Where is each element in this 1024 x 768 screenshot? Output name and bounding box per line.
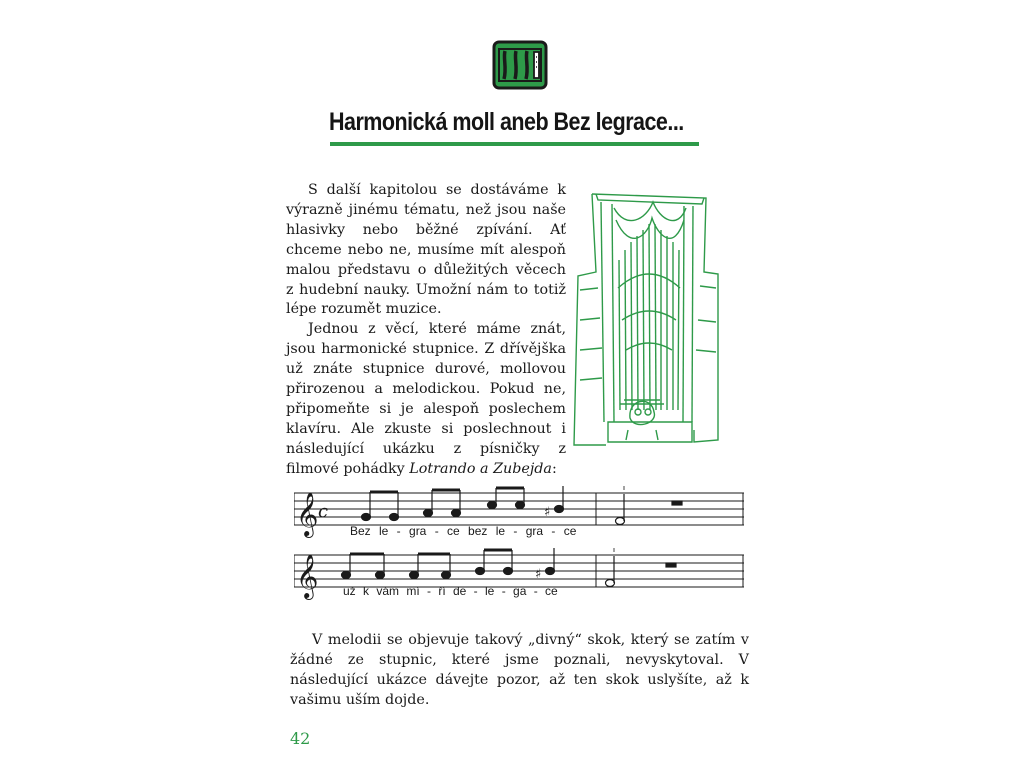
- lyrics-line-2: už k vám mí - ří de - le - ga - ce: [343, 584, 558, 598]
- organ-illustration: [568, 190, 738, 450]
- intro-text: [286, 181, 566, 480]
- closing-paragraph: V melodii se objevuje takový „divný“ skok, který se zatím v žádné ze stupnic, které jsme poznali, nevyskytoval. V následující ukázce dávejte pozor, až ten skok uslyšíte, až k vašimu uším dojde.: [290, 632, 749, 708]
- svg-text:♯: ♯: [544, 505, 551, 520]
- time-signature: c: [318, 501, 329, 522]
- film-title: Lotrando a Zubejda: [409, 460, 552, 477]
- paragraph-2-start: Jednou z věcí, které máme znát, jsou harmonické stupnice. Z dřívějška už znáte stupnice durové, mollovou přirozenou a melodickou. Pokud ne, připomeňte si je alespoň poslechem klavíru. Ale zkuste si poslechnout i následující ukázku z písničky z filmové pohádky: [286, 321, 566, 477]
- chapter-title: Harmonická moll aneb Bez legrace...: [329, 108, 684, 136]
- title-underline: [330, 142, 699, 146]
- chapter-badge-icon: [492, 40, 548, 90]
- lyrics-line-1: Bez le - gra - ce bez le - gra - ce: [350, 524, 577, 538]
- closing-text: [290, 630, 749, 710]
- treble-clef-2: 𝄞: [296, 554, 319, 598]
- paragraph-1: S další kapitolou se dostáváme k výrazně jinému tématu, než jsou naše hlasivky nebo běžné zpívání. Ať chceme nebo ne, musíme mít alespoň malou představu o důležitých věcech z hudební nauky. Umožní nám to totiž lépe rozumět muzice.: [286, 182, 566, 318]
- page-number: 42: [290, 729, 311, 748]
- treble-clef-1: 𝄞: [296, 492, 319, 536]
- paragraph-2-end: :: [551, 460, 557, 477]
- svg-text:♯: ♯: [535, 567, 542, 582]
- paragraph-2: [286, 320, 566, 479]
